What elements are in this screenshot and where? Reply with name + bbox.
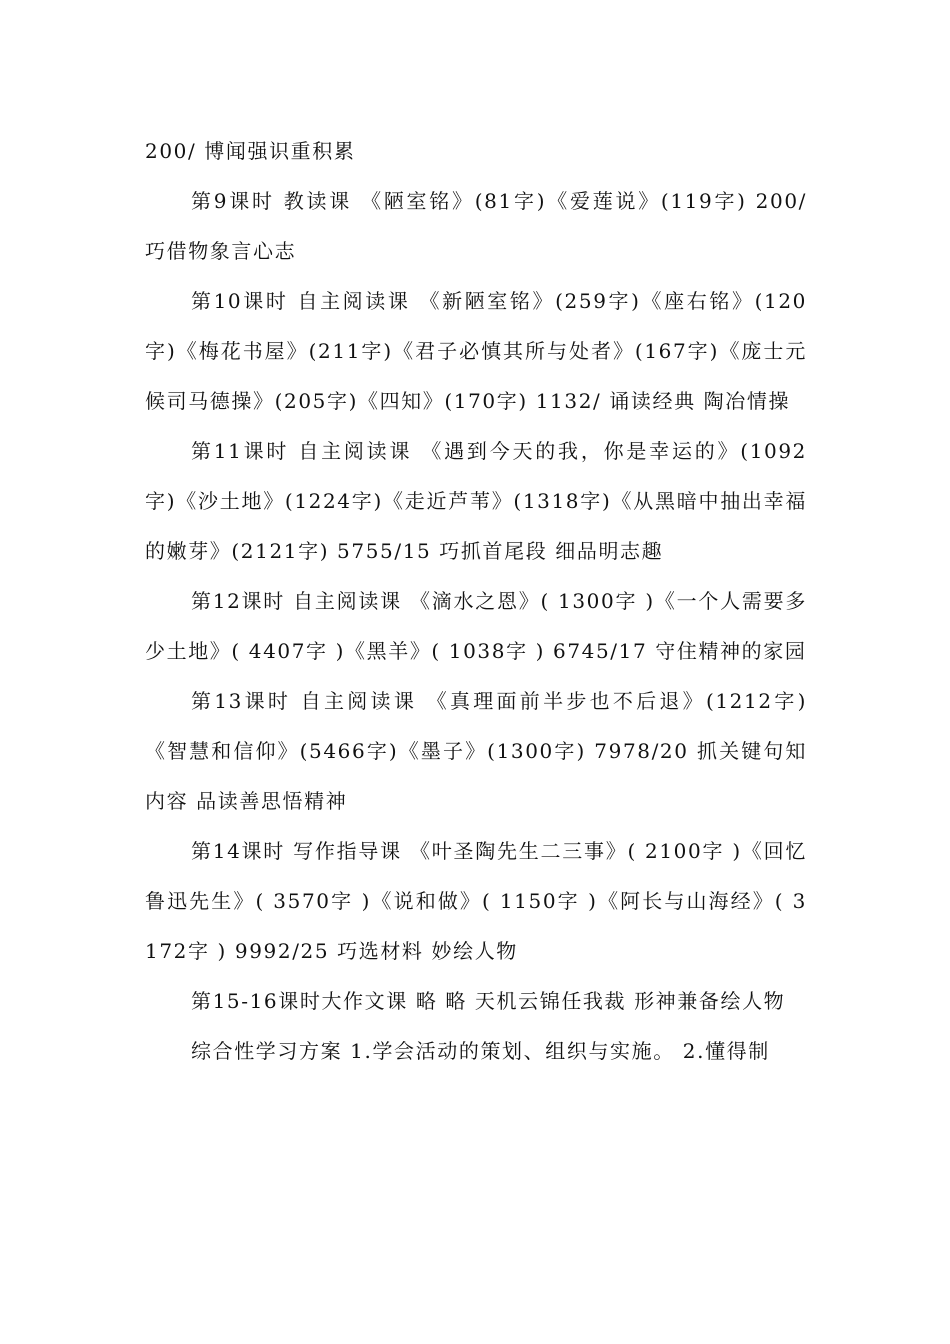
paragraph-lesson-14: 第14课时 写作指导课 《叶圣陶先生二三事》( 2100字 )《回忆鲁迅先生》( 3570字 )《说和做》( 1150字 )《阿长与山海经》( 3172字 ) 9992/25 巧选材料 妙绘人物: [145, 839, 807, 963]
paragraph-lesson-12: 第12课时 自主阅读课 《滴水之恩》( 1300字 )《一个人需要多少土地》( 4407字 )《黑羊》( 1038字 ) 6745/17 守住精神的家园: [145, 589, 807, 663]
document-body: [145, 126, 807, 1076]
paragraph-lesson-10: 第10课时 自主阅读课 《新陋室铭》(259字)《座右铭》(120字)《梅花书屋》(211字)《君子必慎其所与处者》(167字)《庞士元候司马德操》(205字)《四知》(170字) 1132/ 诵读经典 陶冶情操: [145, 289, 807, 413]
paragraph-lesson-11: 第11课时 自主阅读课 《遇到今天的我，你是幸运的》(1092字)《沙土地》(1224字)《走近芦苇》(1318字)《从黑暗中抽出幸福的嫩芽》(2121字) 5755/15 巧抓首尾段 细品明志趣: [145, 439, 807, 563]
paragraph-lesson-15-16: 第15-16课时大作文课 略 略 天机云锦任我裁 形神兼备绘人物: [191, 989, 786, 1013]
paragraph-lesson-13: 第13课时 自主阅读课 《真理面前半步也不后退》(1212字)《智慧和信仰》(5466字)《墨子》(1300字) 7978/20 抓关键句知内容 品读善思悟精神: [145, 689, 807, 813]
paragraph-lesson-9: 第9课时 教读课 《陋室铭》(81字)《爱莲说》(119字) 200/ 巧借物象言心志: [145, 189, 807, 263]
paragraph-integrated-learning: 综合性学习方案 1.学会活动的策划、组织与实施。 2.懂得制: [191, 1039, 770, 1063]
paragraph-continuation: 200/ 博闻强识重积累: [145, 139, 356, 163]
